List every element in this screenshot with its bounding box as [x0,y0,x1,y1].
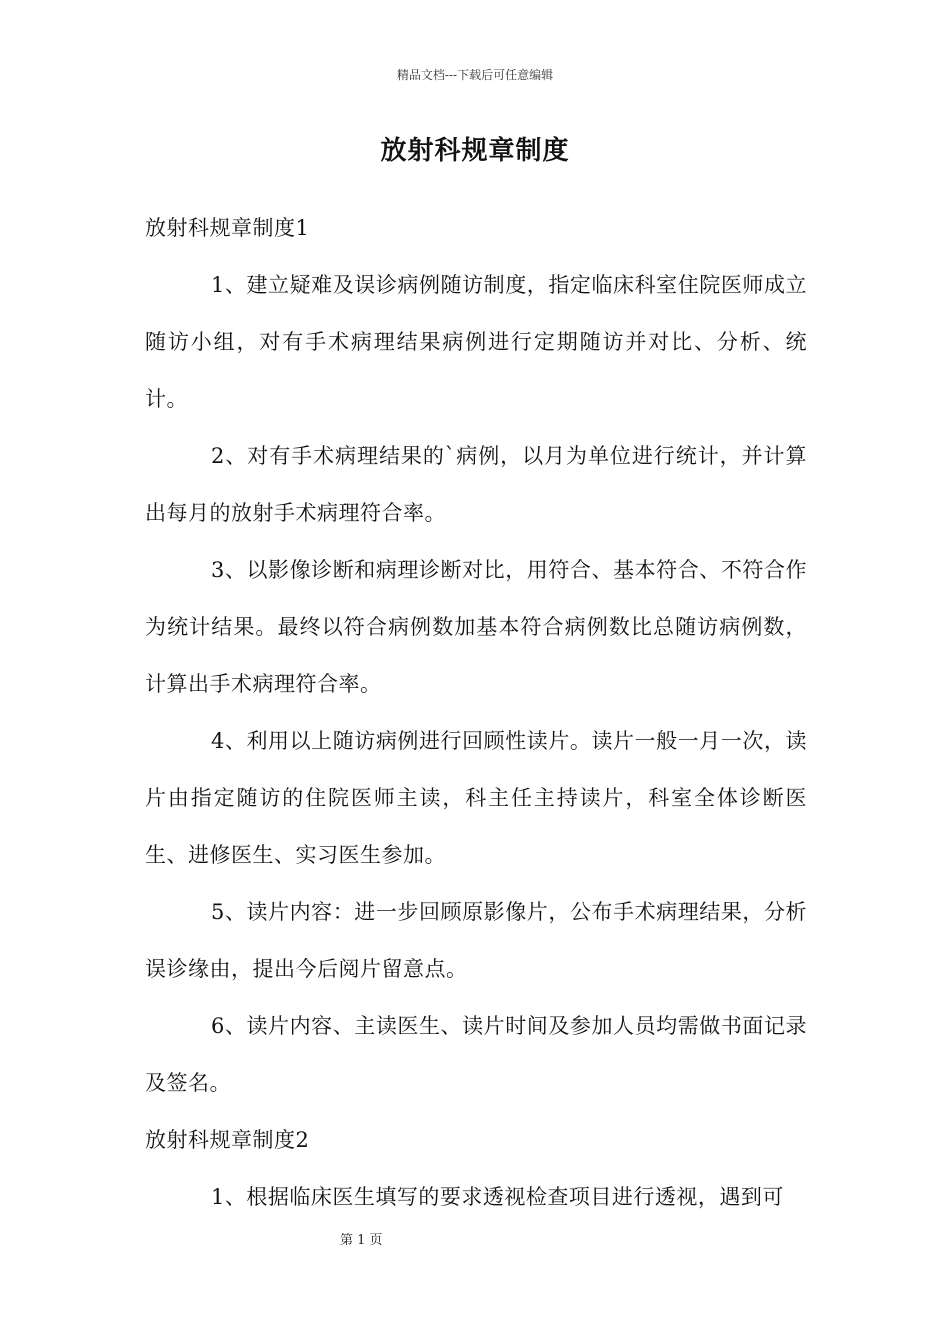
document-title: 放射科规章制度 [380,136,570,166]
paragraph: 4、利用以上随访病例进行回顾性读片。读片一般一月一次，读片由指定随访的住院医师主读，科主任主持读片，科室全体诊断医生、进修医生、实习医生参加。 [145,729,807,867]
paragraph: 3、以影像诊断和病理诊断对比，用符合、基本符合、不符合作为统计结果。最终以符合病例数加基本符合病例数比总随访病例数，计算出手术病理符合率。 [145,558,807,696]
paragraph: 1、根据临床医生填写的要求透视检查项目进行透视，遇到可 [211,1185,784,1209]
document-body [145,200,807,1226]
paragraph: 6、读片内容、主读医生、读片时间及参加人员均需做书面记录及签名。 [145,1014,807,1095]
page-header: 精品文档---下载后可任意编辑 [396,68,554,82]
paragraph: 5、读片内容：进一步回顾原影像片，公布手术病理结果，分析误诊缘由，提出今后阅片留意点。 [145,900,807,981]
paragraph: 2、对有手术病理结果的`病例，以月为单位进行统计，并计算出每月的放射手术病理符合率。 [145,444,807,525]
paragraph: 1、建立疑难及误诊病例随访制度，指定临床科室住院医师成立随访小组，对有手术病理结果病例进行定期随访并对比、分析、统计。 [145,273,807,411]
section-heading: 放射科规章制度2 [145,1128,310,1152]
page-number: 第 1 页 [340,1233,383,1248]
section-heading: 放射科规章制度1 [145,216,310,240]
